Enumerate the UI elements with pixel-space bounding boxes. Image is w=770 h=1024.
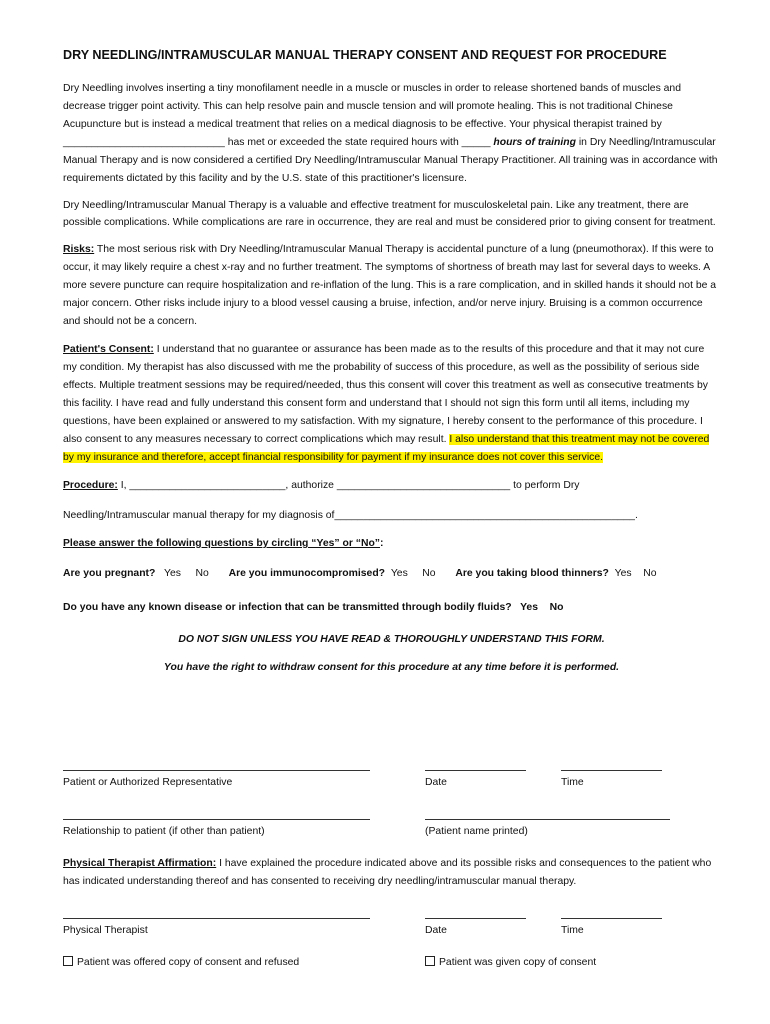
therapist-date-label: Date: [425, 925, 447, 936]
refused-copy-option[interactable]: [63, 956, 299, 968]
risks-text: The most serious risk with Dry Needling/Intramuscular Manual Therapy is accidental puncture of a lung (pneumothorax). If this were to occur, it may likely require a chest x-ray and no further treatment. The symptoms of shortness of breath may last for several days to weeks. A more severe puncture can require hospitalization and re-inflation of the lung. This is a rare complication, and in skilled hands it should not be a major concern. Other risks include injury to a blood vessel causing a bruise, infection, and/or nerve injury. Bruising is a common occurrence and should not be a concern.: [63, 244, 717, 327]
blood-thinners-no[interactable]: No: [643, 568, 657, 579]
pregnant-question: Are you pregnant?: [63, 568, 156, 579]
questions-heading-text: Please answer the following questions by circling “Yes” or “No”: [63, 538, 380, 549]
procedure-line-1: [63, 477, 720, 495]
procedure-line-2: Needling/Intramuscular manual therapy for my diagnosis of____________________________________________________.: [63, 510, 638, 521]
risks-label: Risks:: [63, 244, 95, 255]
do-not-sign-warning: DO NOT SIGN UNLESS YOU HAVE READ & THOROUGHLY UNDERSTAND THIS FORM.: [178, 634, 605, 645]
disease-no[interactable]: No: [549, 602, 564, 613]
blood-thinners-yes[interactable]: Yes: [614, 568, 632, 579]
consent-text: I understand that no guarantee or assurance has been made as to the results of this procedure and that it may not cure my condition. My therapist has also discussed with me the probability of success of this procedure, as well as the possibility of serious side effects. Multiple treatment sessions may be required/needed, thus this consent will cover this treatment as well as consecutive treatments by this facility. I have read and fully understand this consent form and understand that I should not sign this form until all items, including my questions, have been explained or answered to my satisfaction. With my signature, I hereby consent to the performance of this procedure. I also consent to any measures necessary to correct complications which may result.: [63, 344, 708, 445]
pregnant-no[interactable]: No: [195, 568, 209, 579]
value-paragraph: Dry Needling/Intramuscular Manual Therapy is a valuable and effective treatment for musculoskeletal pain. Like any treatment, there are possible complications. While complications are rare in occurrence, they are real and must be considered prior to giving consent for treatment.: [63, 200, 716, 228]
affirmation-label: Physical Therapist Affirmation:: [63, 858, 217, 869]
consent-label: Patient's Consent:: [63, 344, 154, 355]
insurance-highlight: I also understand that this treatment may not be covered by my insurance and therefore, accept financial responsibility for payment if my insurance does not cover this service.: [63, 434, 710, 463]
patient-signature-label: Patient or Authorized Representative: [63, 777, 233, 788]
intro-text-1: Dry Needling involves inserting a tiny monofilament needle in a muscle or muscles in order to release shortened bands of muscles and decrease trigger point activity. This can help resolve pain and muscle tension and will promote healing. This is not traditional Chinese Acupuncture but is instead a medical treatment that relies on a medical diagnosis to be effective. Your physical therapist trained by ____________________________ has met or exceeded the state required hours with _____: [63, 83, 681, 148]
therapist-signature-label: Physical Therapist: [63, 925, 148, 936]
refused-copy-label: Patient was offered copy of consent and refused: [77, 957, 300, 968]
immunocompromised-no[interactable]: No: [422, 568, 436, 579]
therapist-time-label: Time: [561, 925, 584, 936]
consent-paragraph: [63, 341, 720, 467]
immunocompromised-yes[interactable]: Yes: [390, 568, 408, 579]
refused-checkbox-icon[interactable]: [63, 956, 73, 966]
questions-heading: [63, 535, 720, 553]
pregnant-yes[interactable]: Yes: [164, 568, 181, 579]
risks-paragraph: [63, 241, 720, 331]
questions-row-1: [63, 565, 720, 583]
patient-time-line[interactable]: [561, 770, 662, 771]
given-copy-option[interactable]: [425, 956, 596, 968]
therapist-time-line[interactable]: [561, 918, 662, 919]
given-copy-label: Patient was given copy of consent: [439, 957, 597, 968]
therapist-date-line[interactable]: [425, 918, 526, 919]
blood-thinners-question: Are you taking blood thinners?: [455, 568, 609, 579]
patient-date-label: Date: [425, 777, 447, 788]
patient-date-line[interactable]: [425, 770, 526, 771]
questions-heading-colon: :: [380, 538, 384, 549]
procedure-authorize: I, ___________________________, authorize ______________________________ to perform Dry: [117, 480, 580, 491]
intro-paragraph: [63, 80, 720, 188]
intro-text-2: in Dry Needling/Intramuscular Manual Therapy and is now considered a certified Dry Needling/Intramuscular Manual Therapy Practitioner. All training was in accordance with requirements dictated by this facility and by the U.S. state of this practitioner's licensure.: [63, 137, 718, 184]
disease-yes[interactable]: Yes: [520, 602, 538, 613]
patient-name-printed-line[interactable]: [425, 819, 670, 820]
patient-name-printed-label: (Patient name printed): [425, 826, 528, 837]
form-title: DRY NEEDLING/INTRAMUSCULAR MANUAL THERAPY CONSENT AND REQUEST FOR PROCEDURE: [63, 48, 667, 62]
relationship-line[interactable]: [63, 819, 370, 820]
hours-of-training: hours of training: [493, 137, 576, 148]
relationship-label: Relationship to patient (if other than patient): [63, 826, 265, 837]
therapist-signature-line[interactable]: [63, 918, 370, 919]
disease-question: Do you have any known disease or infection that can be transmitted through bodily fluids?: [63, 602, 512, 613]
affirmation-paragraph: [63, 855, 723, 891]
patient-time-label: Time: [561, 777, 584, 788]
given-checkbox-icon[interactable]: [425, 956, 435, 966]
questions-row-2: [63, 599, 720, 617]
affirmation-text: I have explained the procedure indicated above and its possible risks and consequences to the patient who has indicated understanding thereof and has consented to receiving dry needling/intramuscular manual therapy.: [63, 858, 712, 887]
procedure-label: Procedure:: [63, 480, 118, 491]
withdraw-consent-notice: You have the right to withdraw consent for this procedure at any time before it is performed.: [163, 662, 620, 673]
patient-signature-line[interactable]: [63, 770, 370, 771]
immunocompromised-question: Are you immunocompromised?: [228, 568, 386, 579]
